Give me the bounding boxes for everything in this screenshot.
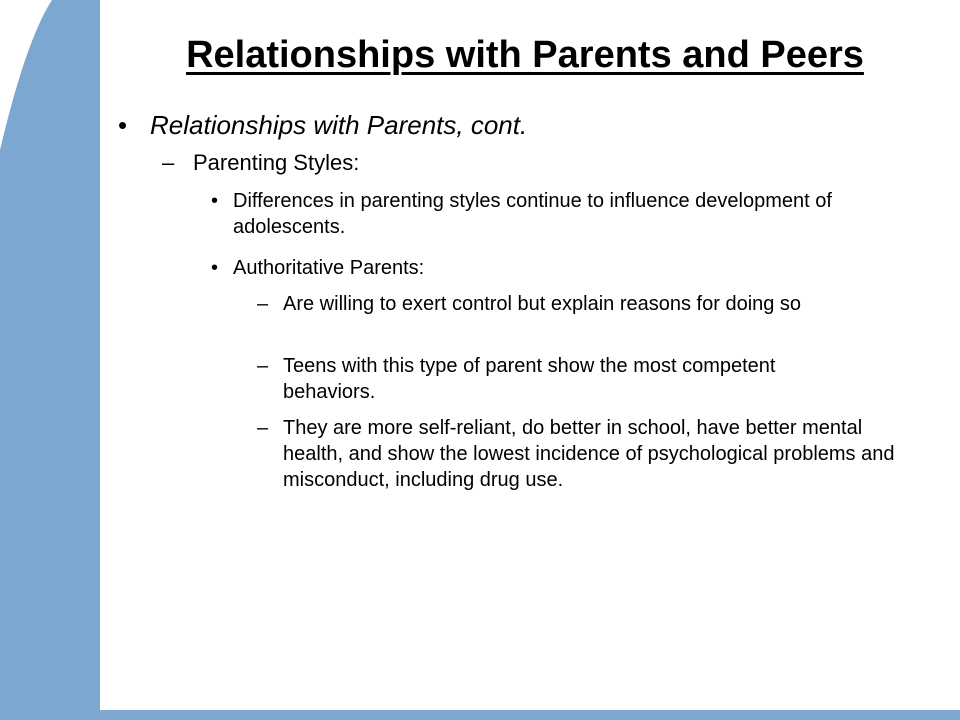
slide-title: Relationships with Parents and Peers [186,34,864,76]
bullet-level2 [162,150,359,176]
bullet-level4-control [257,291,877,317]
bullet-marker: • [118,110,128,140]
bullet-level4-competent [257,353,857,405]
bullet-level4-self-reliant [257,415,917,493]
bullet-marker: • [211,257,219,279]
bullet-text: They are more self-reliant, do better in school, have better mental health, and show the lowest incidence of psychological problems and misconduct, including drug use. [283,417,895,491]
bullet-text: Teens with this type of parent show the most competent behaviors. [283,355,776,403]
dash-marker: – [257,417,269,439]
bullet-text: Relationships with Parents, cont. [150,110,528,140]
bullet-marker: • [211,190,219,212]
bullet-text: Parenting Styles: [193,150,360,175]
bullet-level3-differences [211,188,861,240]
bullet-text: Authoritative Parents: [233,257,425,279]
bullet-level1 [118,110,527,141]
dash-marker: – [162,150,175,175]
bullet-text: Differences in parenting styles continue to influence development of adolescents. [233,190,832,238]
bullet-level3-authoritative [211,255,424,281]
dash-marker: – [257,293,269,315]
bullet-text: Are willing to exert control but explain reasons for doing so [283,293,802,315]
dash-marker: – [257,355,269,377]
